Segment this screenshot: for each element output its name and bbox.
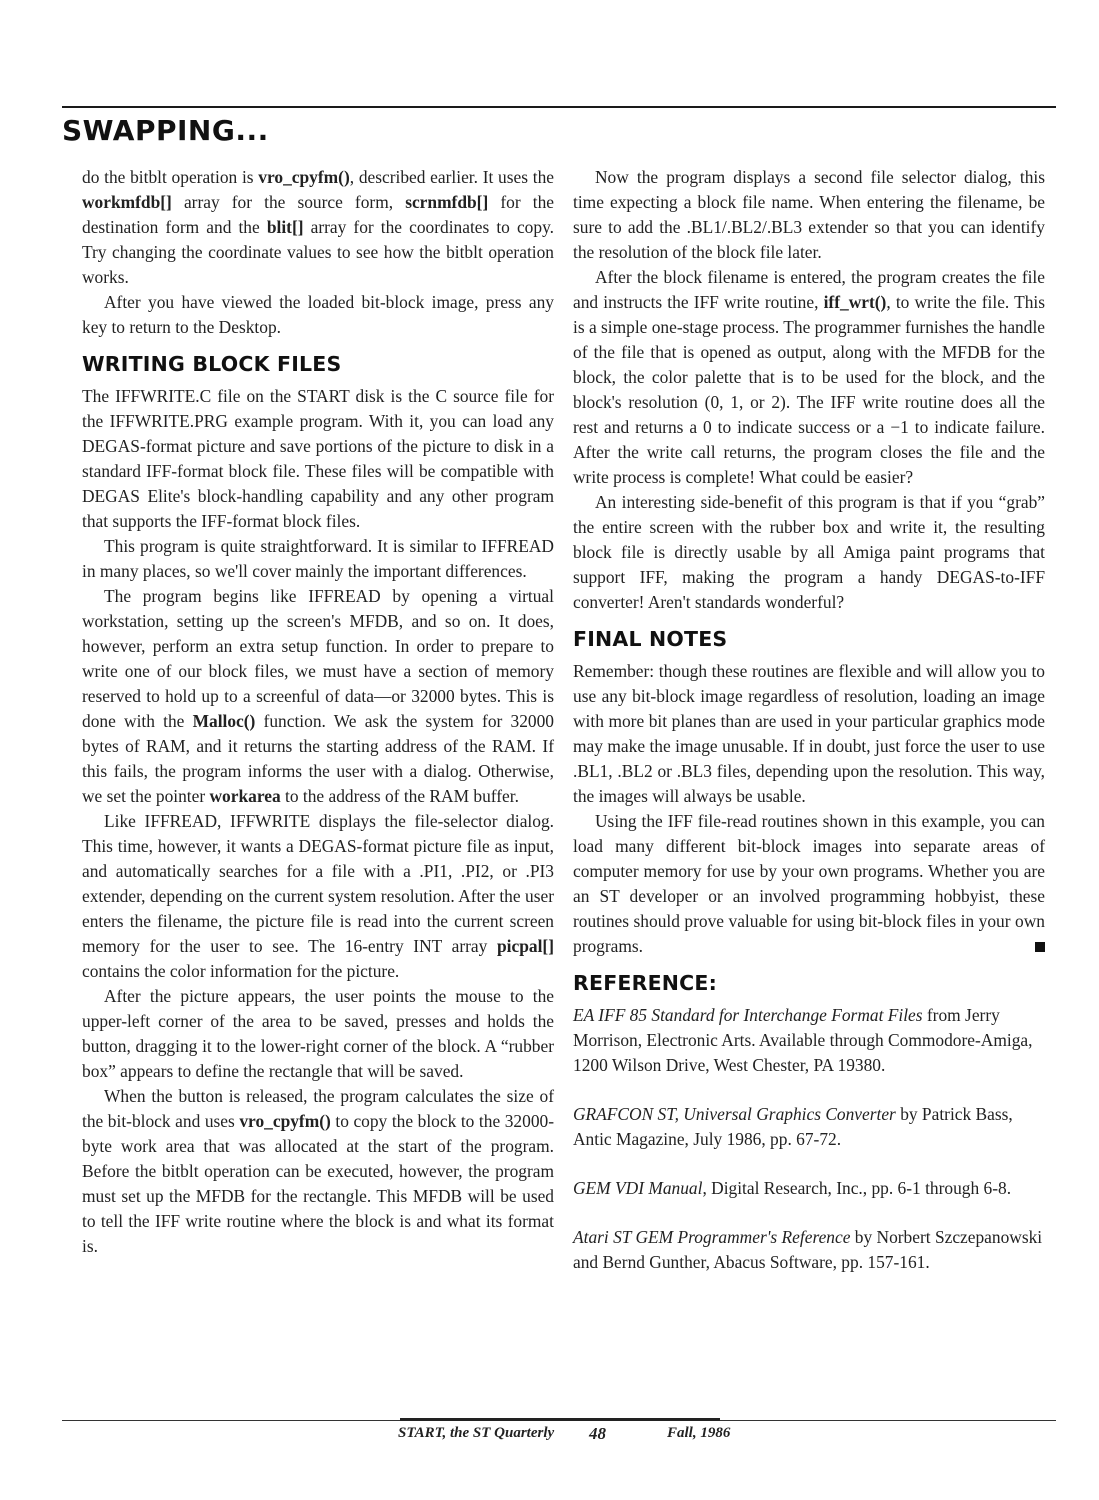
right-column: [573, 165, 1045, 1299]
section-heading-final-notes: FINAL NOTES: [573, 627, 728, 651]
paragraph: After you have viewed the loaded bit-block image, press any key to return to the Desktop.: [82, 292, 554, 337]
end-of-article-mark: [1035, 942, 1045, 952]
page-header: SWAPPING...: [62, 114, 269, 147]
paragraph: An interesting side-benefit of this program is that if you “grab” the entire screen with the rubber box and write it, the resulting block file is directly usable by all Amiga paint programs that support IFF, making the program a handy DEGAS-to-IFF converter! Aren't standards wonderful?: [573, 492, 1045, 612]
footer-rule: [400, 1418, 720, 1421]
page-number: 48: [589, 1424, 606, 1443]
section-heading-reference: REFERENCE:: [573, 971, 717, 995]
paragraph: After the block filename is entered, the program creates the file and instructs the IFF write routine, iff_wrt(), to write the file. This is a simple one-stage process. The programmer furnishes the handle of the file that is opened as output, along with the MFDB for the block, the color palette that is to be used for the block, and the block's resolution (0, 1, or 2). The IFF write routine does all the rest and returns a 0 to indicate success or a −1 to indicate failure. After the write call returns, the program closes the file and the write process is complete! What could be easier?: [573, 267, 1045, 487]
paragraph: do the bitblt operation is vro_cpyfm(), described earlier. It uses the workmfdb[] array for the source form, scrnmfdb[] for the destination form and the blit[] array for the coordinates to copy. Try changing the coordinate values to see how the bitblt operation works.: [82, 167, 554, 287]
reference-item: GEM VDI Manual, Digital Research, Inc., pp. 6-1 through 6-8.: [573, 1178, 1012, 1198]
reference-item: GRAFCON ST, Universal Graphics Converter by Patrick Bass, Antic Magazine, July 1986, pp. 67-72.: [573, 1104, 1013, 1149]
footer-magazine-name: START, the ST Quarterly: [398, 1425, 555, 1441]
reference-item: EA IFF 85 Standard for Interchange Format Files from Jerry Morrison, Electronic Arts. Available through Commodore-Amiga, 1200 Wilson Drive, West Chester, PA 19380.: [573, 1005, 1033, 1075]
paragraph: Using the IFF file-read routines shown in this example, you can load many different bit-block images into separate areas of computer memory for use by your own programs. Whether you are an ST developer or an involved programming hobbyist, these routines should prove valuable for using bit-block files in your own programs.: [573, 811, 1045, 956]
paragraph: When the button is released, the program calculates the size of the bit-block and uses vro_cpyfm() to copy the block to the 32000-byte work area that was allocated at the start of the program. Before the bitblt operation can be executed, however, the program must set up the MFDB for the rectangle. This MFDB will be used to tell the IFF write routine where the block is and what its format is.: [82, 1086, 554, 1256]
reference-item: Atari ST GEM Programmer's Reference by Norbert Szczepanowski and Bernd Gunther, Abacus Software, pp. 157-161.: [573, 1227, 1043, 1272]
paragraph: This program is quite straightforward. It is similar to IFFREAD in many places, so we'll cover mainly the important differences.: [82, 536, 554, 581]
section-heading-writing-block-files: WRITING BLOCK FILES: [82, 352, 342, 376]
paragraph: Remember: though these routines are flexible and will allow you to use any bit-block image regardless of resolution, loading an image with more bit planes than are used in your particular graphics mode may make the image unusable. If in doubt, just force the user to use .BL1, .BL2 or .BL3 files, depending upon the resolution. This way, the images will always be usable.: [573, 661, 1045, 806]
paragraph: Like IFFREAD, IFFWRITE displays the file-selector dialog. This time, however, it wants a DEGAS-format picture file as input, and automatically searches for a file with a .PI1, .PI2, or .PI3 extender, depending on the current system resolution. After the user enters the filename, the picture file is read into the current screen memory for the user to see. The 16-entry INT array picpal[] contains the color information for the picture.: [82, 811, 554, 981]
paragraph: Now the program displays a second file selector dialog, this time expecting a block file name. When entering the filename, be sure to add the .BL1/.BL2/.BL3 extender so that you can identify the resolution of the block file later.: [573, 167, 1045, 262]
reference-list: [573, 1003, 1045, 1275]
top-rule: [62, 106, 1056, 108]
paragraph: The program begins like IFFREAD by opening a virtual workstation, setting up the screen's MFDB, and so on. It does, however, perform an extra setup function. In order to prepare to write one of our block files, we must have a section of memory reserved to hold up to a screenful of data—or 32000 bytes. This is done with the Malloc() function. We ask the system for 32000 bytes of RAM, and it returns the starting address of the RAM. If this fails, the program informs the user with a dialog. Otherwise, we set the pointer workarea to the address of the RAM buffer.: [82, 586, 554, 806]
footer-issue-date: Fall, 1986: [667, 1425, 731, 1441]
left-column: [82, 165, 554, 1259]
paragraph: The IFFWRITE.C file on the START disk is the C source file for the IFFWRITE.PRG example program. With it, you can load any DEGAS-format picture and save portions of the picture to disk in a standard IFF-format block file. These files will be compatible with DEGAS Elite's block-handling capability and any other program that supports the IFF-format block files.: [82, 386, 554, 531]
paragraph: After the picture appears, the user points the mouse to the upper-left corner of the area to be saved, presses and holds the button, dragging it to the lower-right corner of the block. A “rubber box” appears to define the rectangle that will be saved.: [82, 986, 554, 1081]
